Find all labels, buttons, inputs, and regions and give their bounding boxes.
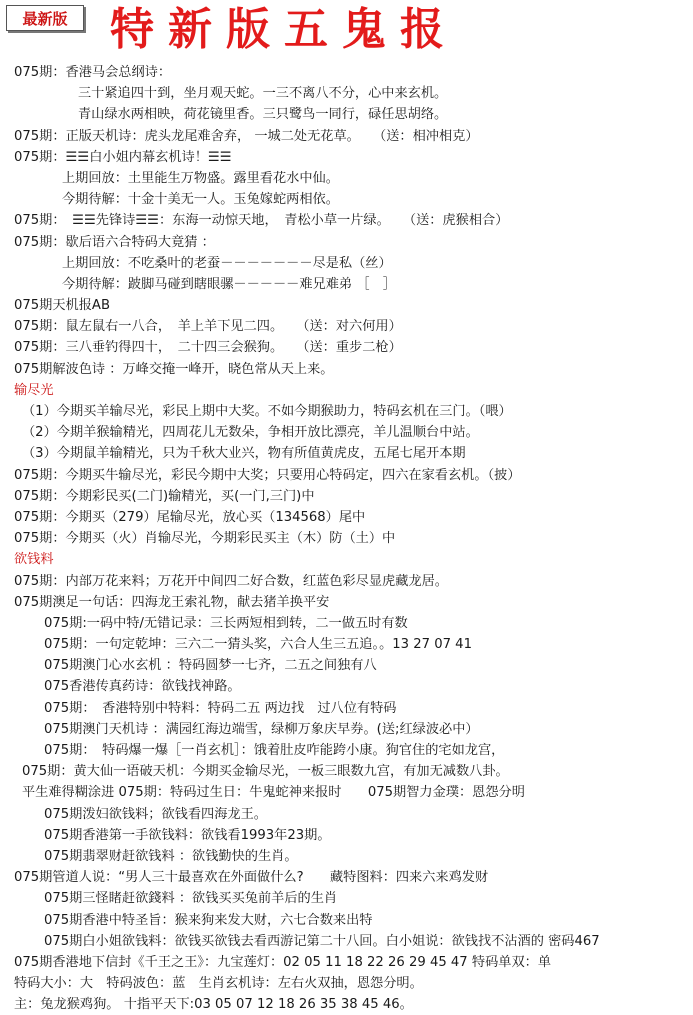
text-line: 075期： ☰☰先锋诗☰☰：东海一动惊天地， 青松小草一片绿。 （送：虎猴相合） xyxy=(14,213,509,229)
text-line: 075期天机报AB xyxy=(14,298,110,314)
text-line: 075期：歇后语六合特码大竟猜 ： xyxy=(14,234,215,250)
text-line: 主：兔龙猴鸡狗。 十指平天下:03 05 07 12 18 26 35 38 45 46。 xyxy=(14,997,413,1013)
text-line: 075期翡翠财赶欲钱料 ：欲钱勤快的生肖。 xyxy=(44,848,298,864)
text-line: 075期澳门心水玄机 ：特码圆梦一七齐，二五之间独有八 xyxy=(44,658,377,674)
text-line: 上期回放：不吃桑叶的老蚕－－－－－－－尽是私（丝） xyxy=(62,255,392,271)
text-line: 075期：今期买（279）尾输尽光，放心买（134568）尾中 xyxy=(14,509,366,525)
text-line: 青山绿水两相映，荷花镜里香。三只鹭鸟一同行，碌任思胡络。 xyxy=(78,107,448,123)
text-line: 075期:一码中特/无错记录：三长两短相到转，二一做五时有数 xyxy=(44,615,408,631)
text-line: 075期：今期买（火）肖输尽光，今期彩民买主（木）防（土）中 xyxy=(14,531,396,547)
text-line: 075期： 香港特别中特料：特码二五 两边找 过八位有特码 xyxy=(44,700,397,716)
text-line: 今期待解：跛脚马碰到瞎眼骡－－－－－难兄难弟 ［ ］ xyxy=(62,276,396,292)
text-line: 075期解波色诗 ：万峰交掩一峰开，晓色常从天上来。 xyxy=(14,361,334,377)
page-title: 特新版五鬼报 xyxy=(110,4,458,55)
text-line: 075期白小姐欲钱料：欲钱买欲钱去看西游记第二十八回。白小姐说：欲钱找不沾酒的 密码467 xyxy=(44,933,600,949)
text-line: 075期香港地下信封《千王之王》：九宝莲灯：02 05 11 18 22 26 29 45 47 特码单双：单 xyxy=(14,954,552,970)
text-line: 075期：☰☰白小姐内幕玄机诗！☰☰ xyxy=(14,149,232,165)
text-line: 075期：黄大仙一语破天机：今期买金输尽光，一板三眼数九宫，有加无减数八卦。 xyxy=(22,764,509,780)
text-line: 075香港传真药诗：欲钱找神路。 xyxy=(44,679,241,695)
text-line: 075期：鼠左鼠右一八合， 羊上羊下见二四。 （送：对六何用） xyxy=(14,319,402,335)
text-line: （3）今期鼠羊输精光，只为千秋大业兴，物有所值黄虎皮，五尾七尾开本期 xyxy=(22,446,466,462)
text-line: 075期：内部万花来料；万花开中间四二好合数，红蓝色彩尽显虎藏龙居。 xyxy=(14,573,448,589)
text-line: 075期泼妇欲钱料；欲钱看四海龙王。 xyxy=(44,806,267,822)
text-line: 上期回放：土里能生万物盛。露里看花水中仙。 xyxy=(62,170,339,186)
text-line: 特码大小：大 特码波色：蓝 生肖玄机诗：左右火双抽，恩怨分明。 xyxy=(14,976,423,992)
text-line: 075期管道人说：“男人三十最喜欢在外面做什么? 藏特图料：四来六来鸡发财 xyxy=(14,870,489,886)
text-line: 今期待解：十金十美无一人。玉兔嫁蛇两相依。 xyxy=(62,192,339,208)
text-line: 三十紧追四十到，坐月观天蛇。一三不离八不分，心中来玄机。 xyxy=(78,86,448,102)
text-line: 075期：正版天机诗：虎头龙尾难舍弃， 一城二处无花草。 （送：相冲相克） xyxy=(14,128,479,144)
text-line: 075期：香港马会总纲诗： xyxy=(14,65,172,80)
text-line: 平生难得糊涂进 075期：特码过生日：牛鬼蛇神来报时 075期智力金璞：恩怨分明 xyxy=(22,785,525,801)
text-line: 075期：今期彩民买(二门)输精光，买(一门,三门)中 xyxy=(14,488,315,504)
text-line: 075期香港第一手欲钱料：欲钱看1993年23期。 xyxy=(44,827,331,843)
latest-version-badge: 最新版 xyxy=(6,5,84,31)
article-body xyxy=(0,62,693,1015)
text-line: 075期：三八垂钓得四十， 二十四三会猴狗。 （送：重步二枪） xyxy=(14,340,402,356)
section-heading: 输尽光 xyxy=(14,382,54,398)
text-line: 075期澳门天机诗 ：满园红海边端雪，绿柳万象庆早券。(送;红绿波必中） xyxy=(44,721,479,737)
text-line: 075期香港中特圣旨：猴来狗来发大财，六七合数来出特 xyxy=(44,912,373,928)
text-line: 075期： 特码爆一爆［一肖玄机］：饿着肚皮咋能跨小康。狗官住的宅如龙宫， xyxy=(44,743,505,758)
text-line: 075期：今期买牛输尽光，彩民今期中大奖；只要用心特码定，四六在家看玄机。（披） xyxy=(14,467,521,483)
text-line: （2）今期羊猴输精光，四周花儿无数朵，争相开放比漂亮，羊儿温顺台中站。 xyxy=(22,425,479,441)
text-line: 075期三怪睹赶欲錢料 ：欲钱买买兔前羊后的生肖 xyxy=(44,891,338,907)
text-line: 075期澳足一句话：四海龙王索礼物，献去猪羊换平安 xyxy=(14,594,330,610)
text-line: 075期：一句定乾坤：三六二一猜头奖，六合人生三五追。。13 27 07 41 xyxy=(44,637,472,653)
section-heading: 欲钱料 xyxy=(14,552,54,568)
text-line: （1）今期买羊输尽光，彩民上期中大奖。不如今期猴助力，特码玄机在三门。（喂） xyxy=(22,404,512,419)
